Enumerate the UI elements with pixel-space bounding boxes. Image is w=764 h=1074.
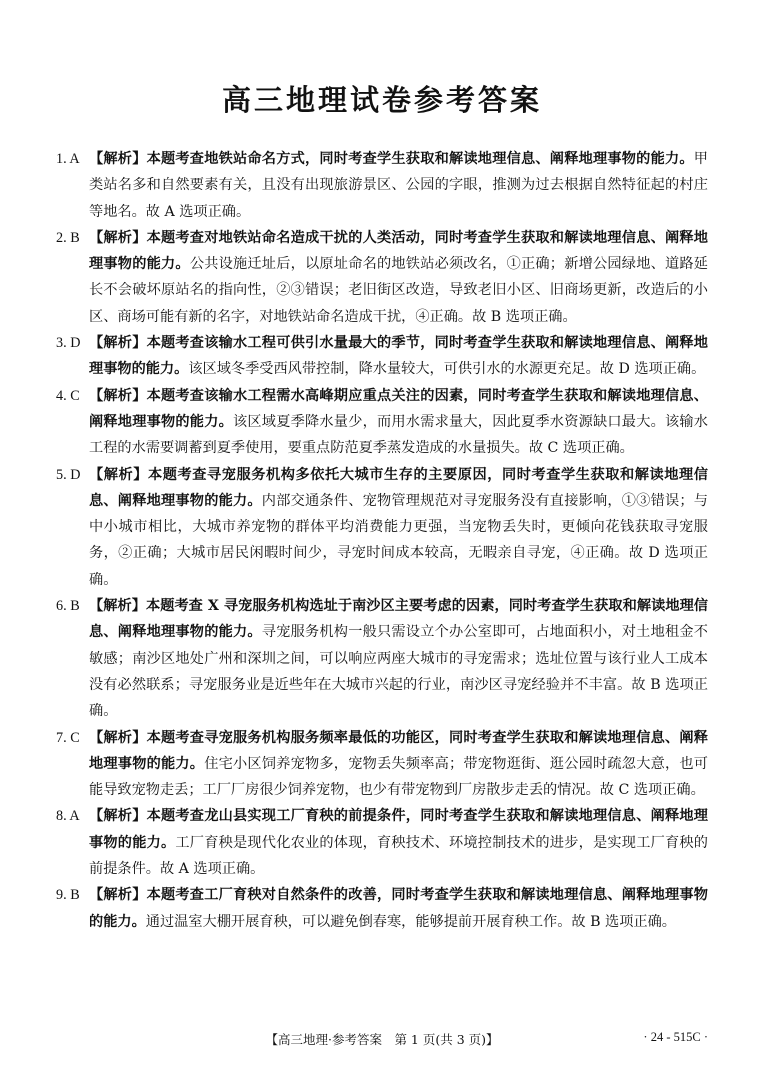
footer-paper-code: · 24 - 515C · <box>643 1030 708 1044</box>
footer-page-info: 【高三地理·参考答案 第 1 页(共 3 页)】 <box>265 1032 499 1047</box>
answer-item-8 <box>56 803 708 882</box>
answer-number: 7. C <box>56 729 80 746</box>
analysis-summary: 本题考查该输水工程可供引水量最大的季节，同时考查学生获取和解读地理信息、阐释地理事物的能力。 <box>89 335 708 378</box>
answer-number: 8. A <box>56 808 80 825</box>
analysis-tag: 【解析】 <box>89 729 147 746</box>
answer-item-6 <box>56 593 708 724</box>
answer-number: 9. B <box>56 887 80 904</box>
answer-number: 3. D <box>56 335 81 352</box>
answer-item-7 <box>56 725 708 804</box>
analysis-detail: 公共设施迁址后，以原址命名的地铁站必须改名，①正确；新增公园绿地、道路延长不会破坏原站名的指向性，②③错误；老旧街区改造，导致老旧小区、旧商场更新，改造后的小区、商场可能有新的名字，对地铁站命名造成干扰，④正确。故 B 选项正确。 <box>89 256 708 325</box>
analysis-detail: 该区域冬季受西风带控制，降水量较大，可供引水的水源更充足。故 D 选项正确。 <box>188 361 706 378</box>
analysis-tag: 【解析】 <box>89 808 147 825</box>
analysis-tag: 【解析】 <box>89 229 147 246</box>
analysis-tag: 【解析】 <box>89 387 147 404</box>
answer-item-2 <box>56 225 708 330</box>
analysis-summary: 本题考查对地铁站命名造成干扰的人类活动，同时考查学生获取和解读地理信息、阐释地理事物的能力。 <box>89 229 708 273</box>
answer-number: 6. B <box>56 598 80 615</box>
answer-number: 4. C <box>56 387 80 404</box>
analysis-tag: 【解析】 <box>89 335 147 352</box>
analysis-detail: 工厂育秧是现代化农业的体现，育秧技术、环境控制技术的进步，是实现工厂育秧的前提条件。故 A 选项正确。 <box>89 834 708 878</box>
analysis-summary: 本题考查地铁站命名方式，同时考查学生获取和解读地理信息、阐释地理事物的能力。 <box>146 151 694 167</box>
answer-item-1 <box>56 146 708 225</box>
analysis-detail: 该区域夏季降水量少，而用水需求量大，因此夏季水资源缺口最大。该输水工程的水需要调蓄到夏季使用，要重点防范夏季蒸发造成的水量损失。故 C 选项正确。 <box>89 413 708 457</box>
analysis-tag: 【解析】 <box>89 887 147 904</box>
analysis-summary: 本题考查工厂育秧对自然条件的改善，同时考查学生获取和解读地理信息、阐释地理事物的能力。 <box>89 887 708 930</box>
answer-item-4 <box>56 383 708 462</box>
analysis-tag: 【解析】 <box>89 466 149 483</box>
analysis-tag: 【解析】 <box>89 151 147 167</box>
analysis-detail: 住宅小区饲养宠物多，宠物丢失频率高；带宠物逛街、逛公园时疏忽大意，也可能导致宠物走丢；工厂厂房很少饲养宠物，也少有带宠物到厂房散步走丢的情况。故 C 选项正确。 <box>89 755 708 799</box>
answer-number: 2. B <box>56 229 80 246</box>
page-title: 高三地理试卷参考答案 <box>221 83 542 117</box>
analysis-detail: 通过温室大棚开展育秧，可以避免倒春寒，能够提前开展育秧工作。故 B 选项正确。 <box>145 913 676 930</box>
answer-item-5 <box>56 462 708 593</box>
answer-item-3 <box>56 330 708 383</box>
analysis-detail: 寻宠服务机构一般只需设立个办公室即可，占地面积小，对土地租金不敏感；南沙区地处广州和深圳之间，可以响应两座大城市的寻宠需求；选址位置与该行业人工成本没有必然联系；寻宠服务业是近些年在大城市兴起的行业，南沙区寻宠经验并不丰富。故 B 选项正确。 <box>89 624 708 720</box>
analysis-tag: 【解析】 <box>89 598 146 615</box>
analysis-summary: 本题考查龙山县实现工厂育秧的前提条件，同时考查学生获取和解读地理信息、阐释地理事物的能力。 <box>89 808 708 851</box>
analysis-summary: 本题考查寻宠服务机构多依托大城市生存的主要原因，同时考查学生获取和解读地理信息、阐释地理事物的能力。 <box>89 466 708 509</box>
answer-list <box>56 146 708 935</box>
analysis-summary: 本题考查 X 寻宠服务机构选址于南沙区主要考虑的因素，同时考查学生获取和解读地理信息、阐释地理事物的能力。 <box>89 598 708 641</box>
answer-number: 5. D <box>56 466 81 483</box>
analysis-summary: 本题考查寻宠服务机构服务频率最低的功能区，同时考查学生获取和解读地理信息、阐释地理事物的能力。 <box>89 729 708 772</box>
answer-number: 1. A <box>56 151 80 167</box>
analysis-detail: 甲类站名多和自然要素有关，且没有出现旅游景区、公园的字眼，推测为过去根据自然特征起的村庄等地名。故 A 选项正确。 <box>89 151 708 220</box>
answer-item-9 <box>56 882 708 935</box>
analysis-detail: 内部交通条件、宠物管理规范对寻宠服务没有直接影响，①③错误；与中小城市相比，大城市养宠物的群体平均消费能力更强，当宠物丢失时，更倾向花钱获取寻宠服务，②正确；大城市居民闲暇时间少，寻宠时间成本较高，无暇亲自寻宠，④正确。故 D 选项正确。 <box>89 492 708 588</box>
analysis-summary: 本题考查该输水工程需水高峰期应重点关注的因素，同时考查学生获取和解读地理信息、阐释地理事物的能力。 <box>89 387 708 430</box>
